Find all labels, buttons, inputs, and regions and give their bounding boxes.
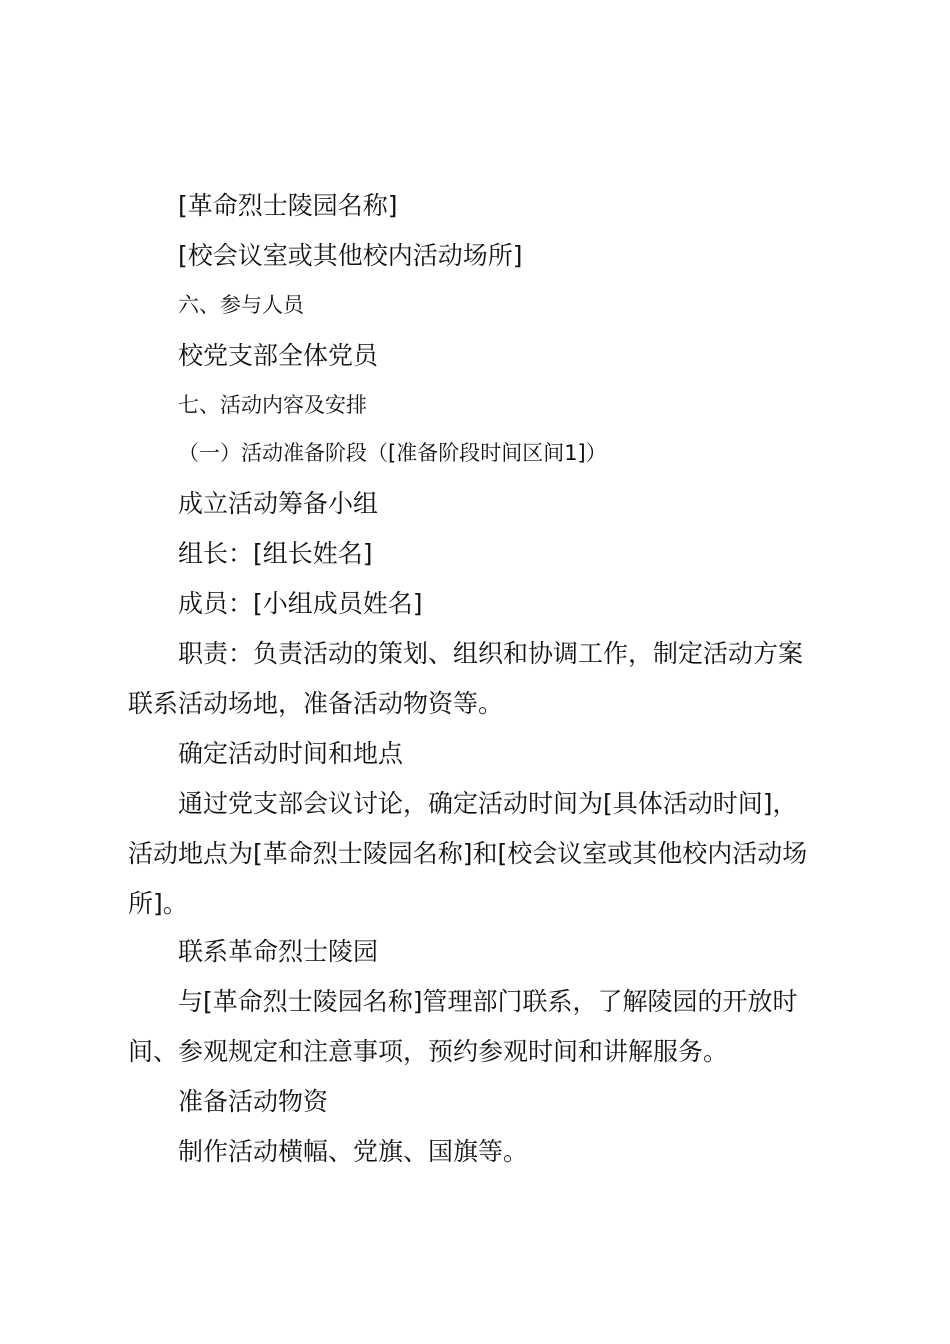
paragraph-line: 与[革命烈士陵园名称]管理部门联系，了解陵园的开放时 — [178, 987, 798, 1016]
participants-line: 校党支部全体党员 — [178, 341, 379, 370]
paragraph-line: 所]。 — [128, 889, 188, 918]
paragraph-line: 制作活动横幅、党旗、国旗等。 — [178, 1137, 529, 1166]
paragraph-line: 通过党支部会议讨论，确定活动时间为[具体活动时间]， — [178, 789, 798, 818]
section-heading-content: 七、活动内容及安排 — [178, 393, 367, 417]
paragraph-line: 联系革命烈士陵园 — [178, 937, 379, 966]
school-venue-placeholder-line: [校会议室或其他校内活动场所] — [178, 241, 523, 270]
venue-placeholder-line: [革命烈士陵园名称] — [178, 191, 398, 220]
section-heading-participants: 六、参与人员 — [178, 293, 304, 317]
paragraph-line: 成立活动筹备小组 — [178, 489, 379, 518]
paragraph-line: 准备活动物资 — [178, 1087, 329, 1116]
paragraph-line: 组长：[组长姓名] — [178, 539, 373, 568]
paragraph-line: 间、参观规定和注意事项，预约参观时间和讲解服务。 — [128, 1037, 729, 1066]
paragraph-line: 职责：负责活动的策划、组织和协调工作，制定活动方案 — [178, 639, 804, 668]
paragraph-line: 活动地点为[革命烈士陵园名称]和[校会议室或其他校内活动场 — [128, 839, 808, 868]
subsection-heading-preparation: （一）活动准备阶段（[准备阶段时间区间1]） — [178, 441, 607, 465]
paragraph-line: 成员：[小组成员姓名] — [178, 589, 423, 618]
paragraph-line: 确定活动时间和地点 — [178, 739, 404, 768]
paragraph-line: 联系活动场地，准备活动物资等。 — [128, 689, 504, 718]
